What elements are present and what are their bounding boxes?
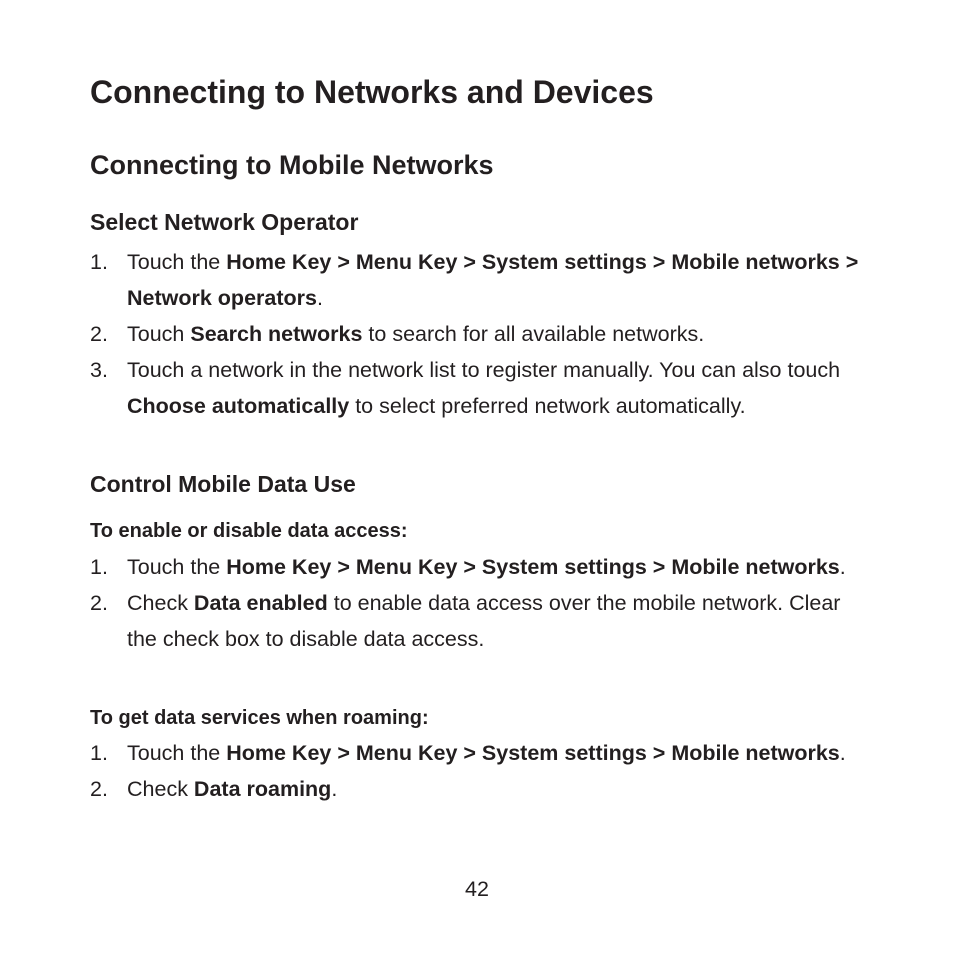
- step-number: 1.: [90, 250, 108, 274]
- list-item: 1. Touch the Home Key > Menu Key > System settings > Mobile networks.: [90, 549, 870, 585]
- step-number: 3.: [90, 358, 108, 382]
- roaming-steps: [90, 735, 870, 807]
- procedure-heading-roaming: To get data services when roaming:: [90, 707, 429, 729]
- subsection-heading-select-operator: Select Network Operator: [90, 209, 359, 235]
- list-item: 1. Touch the Home Key > Menu Key > System settings > Mobile networks.: [90, 735, 870, 771]
- page-number: 42: [465, 877, 489, 901]
- list-item: 3. Touch a network in the network list to register manually. You can also touch Choose automatically to select preferred network automatically.: [90, 352, 870, 424]
- page-title: Connecting to Networks and Devices: [90, 74, 654, 110]
- list-item: 2. Check Data enabled to enable data access over the mobile network. Clear the check box to disable data access.: [90, 585, 870, 657]
- subsection-heading-data-use: Control Mobile Data Use: [90, 471, 356, 497]
- list-item: 2. Touch Search networks to search for all available networks.: [90, 316, 870, 352]
- list-item: 2. Check Data roaming.: [90, 771, 870, 807]
- step-number: 1.: [90, 741, 108, 765]
- select-operator-steps: [90, 244, 870, 424]
- section-heading: Connecting to Mobile Networks: [90, 150, 494, 180]
- step-number: 2.: [90, 322, 108, 346]
- list-item: 1. Touch the Home Key > Menu Key > System settings > Mobile networks > Network operators.: [90, 244, 870, 316]
- step-number: 2.: [90, 777, 108, 801]
- step-number: 2.: [90, 591, 108, 615]
- step-number: 1.: [90, 555, 108, 579]
- enable-data-steps: [90, 549, 870, 657]
- procedure-heading-enable: To enable or disable data access:: [90, 520, 408, 542]
